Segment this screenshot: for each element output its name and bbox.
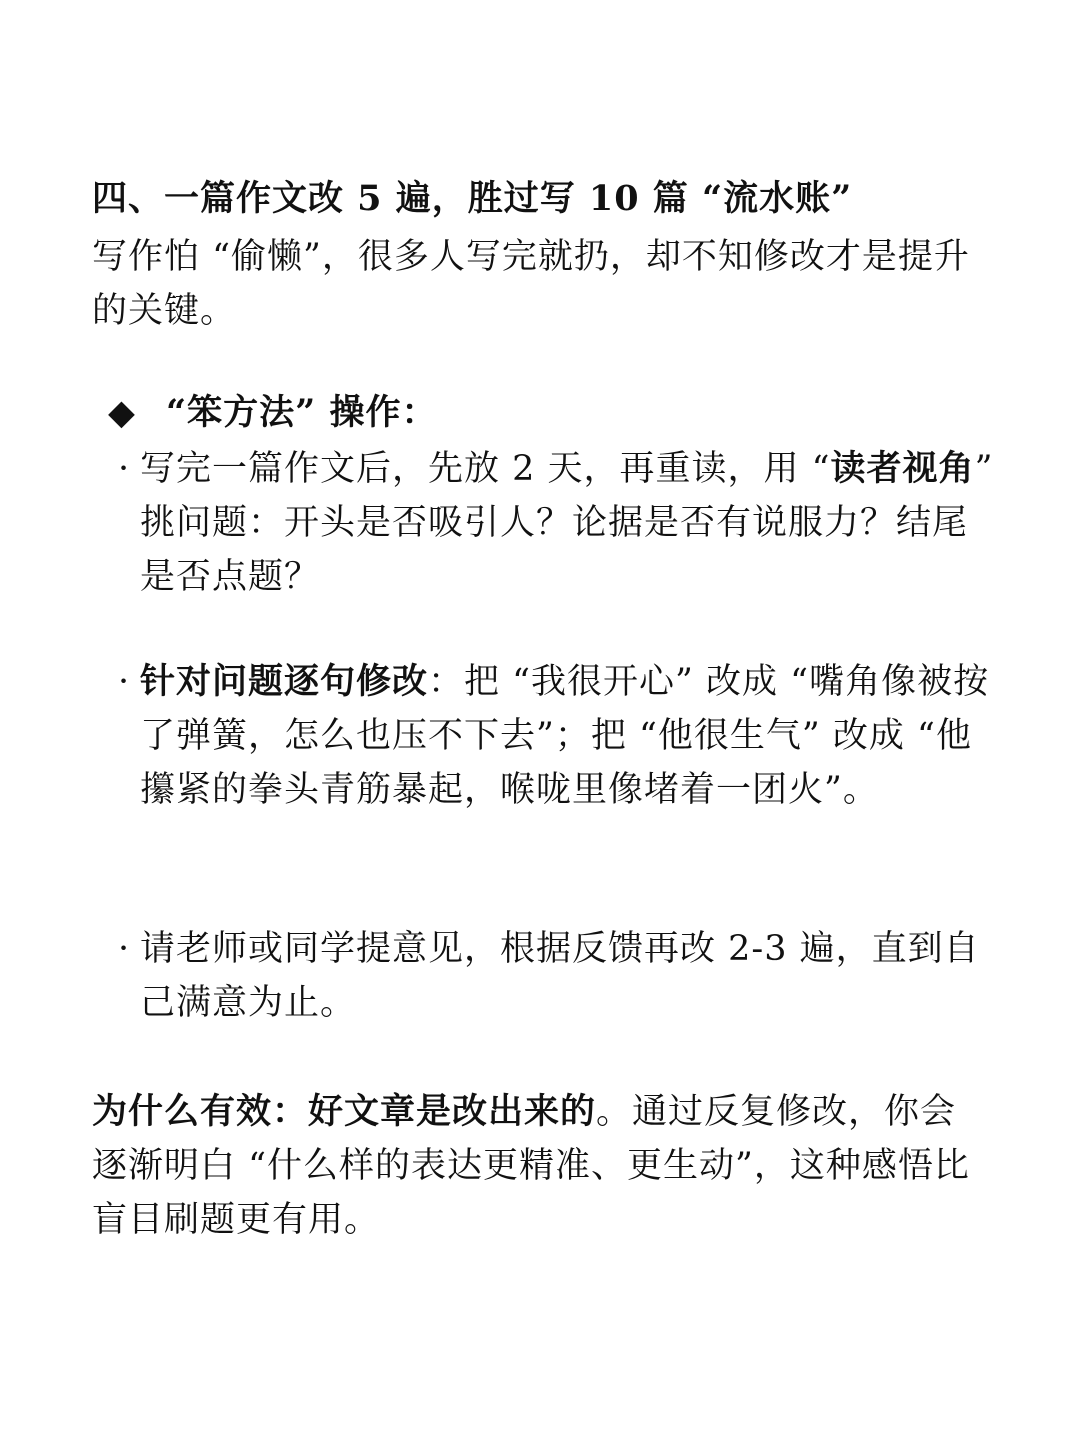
intro-paragraph: 写作怕 “偷懒”，很多人写完就扔，却不知修改才是提升的关键。 (92, 237, 970, 331)
diamond-bullet-icon: ◆ (108, 392, 136, 433)
list-item (118, 655, 998, 817)
list-item-text-pre: 写完一篇作文后，先放 2 天，再重读，用 “ (140, 449, 831, 489)
method-heading (108, 384, 1008, 442)
list-item (118, 442, 998, 604)
closing-bold: 为什么有效：好文章是改出来的 (92, 1091, 597, 1132)
list-item-text-post: ” 挑问题：开头是否吸引人？论据是否有说服力？结尾是否点题？ (140, 449, 994, 597)
bullet-dot: · (118, 449, 131, 489)
bullet-dot: · (118, 929, 131, 969)
list-item-text (140, 442, 998, 604)
bullet-dot: · (118, 662, 131, 702)
closing-rest: 。通过反复修改，你会逐渐明白 “什么样的表达更精准、更生动”，这种感悟比盲目刷题更有用。 (92, 1092, 970, 1240)
section-heading: 四、一篇作文改 5 遍，胜过写 10 篇 “流水账” (92, 178, 853, 219)
list-item-text-post: ：把 “我很开心” 改成 “嘴角像被按了弹簧，怎么也压不下去”；把 “他很生气” 改成 “他攥紧的拳头青筋暴起，喉咙里像堵着一团火”。 (140, 662, 990, 810)
list-item (118, 922, 998, 1030)
list-item-text (140, 655, 998, 817)
list-item-text-bold: 针对问题逐句修改 (140, 661, 429, 702)
method-title: “笨方法” 操作： (166, 392, 438, 433)
closing-paragraph (92, 1085, 992, 1247)
list-item-text-bold: 读者视角 (830, 448, 975, 489)
list-item-text: 请老师或同学提意见，根据反馈再改 2-3 遍，直到自己满意为止。 (140, 929, 980, 1023)
